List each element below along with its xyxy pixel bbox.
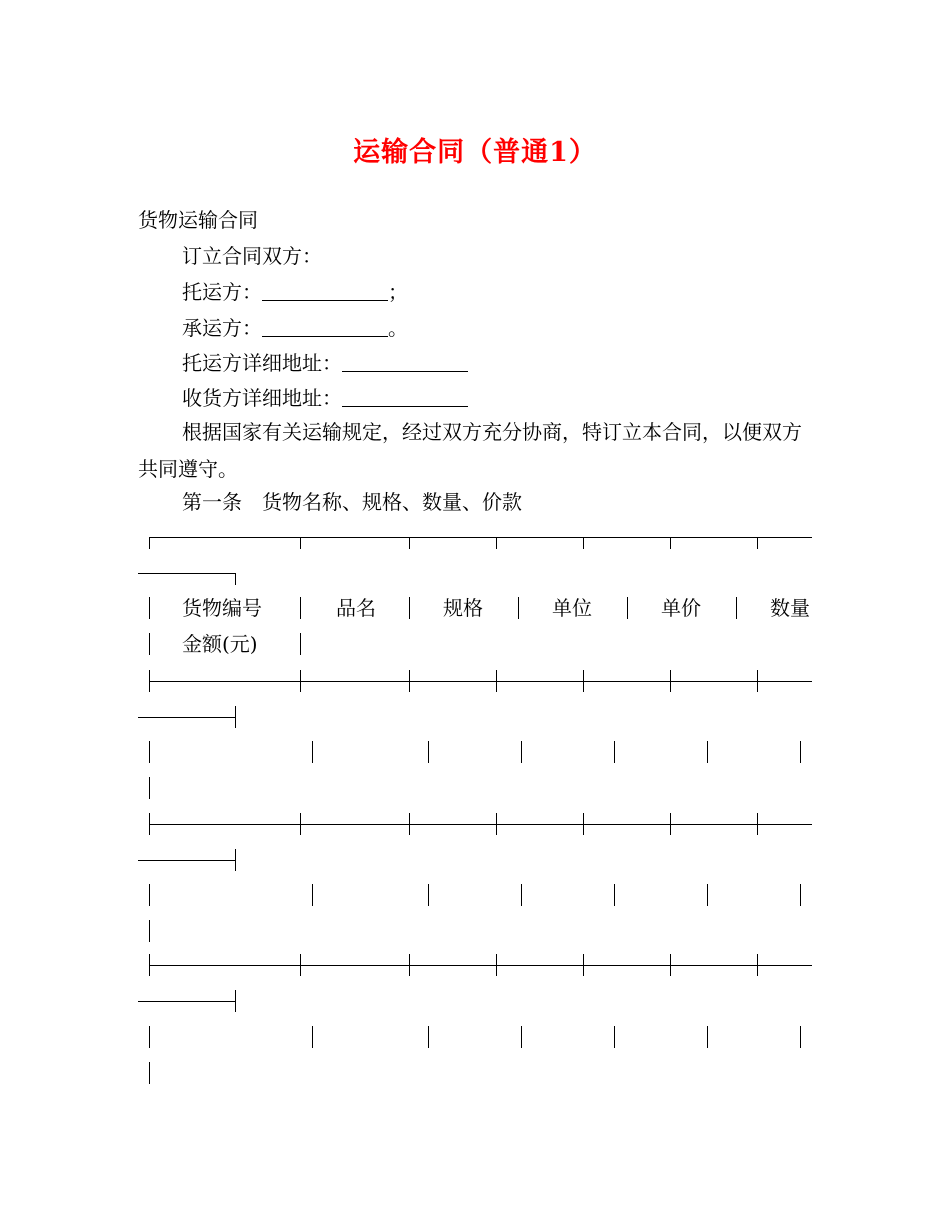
- table-border-line: [409, 670, 410, 692]
- table-border-line: [627, 597, 628, 619]
- table-border-line: [138, 860, 236, 861]
- table-border-line: [670, 813, 671, 835]
- table-border-line: [138, 573, 236, 574]
- table-border-line: [149, 1026, 150, 1048]
- carrier-end: 。: [388, 316, 408, 340]
- table-border-line: [800, 1026, 801, 1048]
- table-border-line: [521, 1026, 522, 1048]
- table-border-line: [149, 920, 150, 942]
- header-spec: 规格: [443, 596, 483, 620]
- document-title: 运输合同（普通1）: [353, 137, 597, 168]
- contract-heading: 货物运输合同: [138, 208, 258, 232]
- header-product-name: 品名: [336, 596, 376, 620]
- table-border-line: [300, 537, 301, 549]
- table-border-line: [300, 954, 301, 976]
- table-border-line: [428, 884, 429, 906]
- table-border-line: [583, 954, 584, 976]
- table-border-line: [707, 1026, 708, 1048]
- table-border-line: [707, 884, 708, 906]
- table-border-line: [757, 537, 758, 549]
- header-unit: 单位: [552, 596, 592, 620]
- table-border-line: [300, 670, 301, 692]
- table-border-line: [707, 741, 708, 763]
- table-border-line: [150, 681, 812, 682]
- table-border-line: [757, 813, 758, 835]
- table-border-line: [149, 741, 150, 763]
- table-border-line: [235, 706, 236, 728]
- preamble-paragraph: 根据国家有关运输规定，经过双方充分协商，特订立本合同，以便双方共同遵守。: [138, 420, 802, 481]
- table-border-line: [409, 954, 410, 976]
- table-border-line: [149, 537, 150, 549]
- table-border-line: [496, 670, 497, 692]
- table-border-line: [800, 741, 801, 763]
- table-border-line: [521, 884, 522, 906]
- table-border-line: [757, 954, 758, 976]
- article-1-heading: 第一条 货物名称、规格、数量、价款: [182, 490, 522, 514]
- table-border-line: [670, 954, 671, 976]
- table-border-line: [312, 1026, 313, 1048]
- table-border-line: [300, 597, 301, 619]
- table-border-line: [149, 954, 150, 976]
- shipper-label: 托运方：: [182, 280, 262, 304]
- header-quantity: 数量: [770, 596, 810, 620]
- table-border-line: [409, 537, 410, 549]
- table-border-line: [149, 633, 150, 655]
- table-border-line: [150, 537, 812, 538]
- table-border-line: [150, 824, 812, 825]
- table-border-line: [736, 597, 737, 619]
- table-border-line: [521, 741, 522, 763]
- shipper-address-label: 托运方详细地址：: [182, 351, 342, 375]
- table-border-line: [150, 965, 812, 966]
- table-border-line: [583, 537, 584, 549]
- table-border-line: [138, 717, 236, 718]
- table-border-line: [138, 1001, 236, 1002]
- table-border-line: [235, 573, 236, 585]
- table-border-line: [583, 670, 584, 692]
- table-border-line: [235, 849, 236, 871]
- table-border-line: [300, 813, 301, 835]
- shipper-end: ；: [388, 280, 408, 304]
- table-border-line: [496, 954, 497, 976]
- table-border-line: [670, 670, 671, 692]
- table-border-line: [409, 813, 410, 835]
- table-border-line: [149, 884, 150, 906]
- consignee-address-label: 收货方详细地址：: [182, 386, 342, 410]
- table-border-line: [409, 597, 410, 619]
- table-border-line: [614, 884, 615, 906]
- table-border-line: [235, 990, 236, 1012]
- parties-intro: 订立合同双方：: [182, 244, 322, 268]
- table-border-line: [428, 741, 429, 763]
- carrier-label: 承运方：: [182, 316, 262, 340]
- table-border-line: [149, 670, 150, 692]
- table-border-line: [149, 1062, 150, 1084]
- table-border-line: [496, 813, 497, 835]
- table-border-line: [149, 597, 150, 619]
- table-border-line: [149, 813, 150, 835]
- table-border-line: [757, 670, 758, 692]
- header-amount: 金额(元): [182, 632, 258, 656]
- table-border-line: [583, 813, 584, 835]
- table-border-line: [518, 597, 519, 619]
- table-border-line: [312, 884, 313, 906]
- table-border-line: [149, 777, 150, 799]
- table-border-line: [312, 741, 313, 763]
- table-border-line: [614, 1026, 615, 1048]
- table-border-line: [300, 633, 301, 655]
- table-border-line: [614, 741, 615, 763]
- table-border-line: [496, 537, 497, 549]
- header-unit-price: 单价: [661, 596, 701, 620]
- table-border-line: [670, 537, 671, 549]
- table-border-line: [800, 884, 801, 906]
- table-border-line: [428, 1026, 429, 1048]
- header-goods-no: 货物编号: [182, 596, 262, 620]
